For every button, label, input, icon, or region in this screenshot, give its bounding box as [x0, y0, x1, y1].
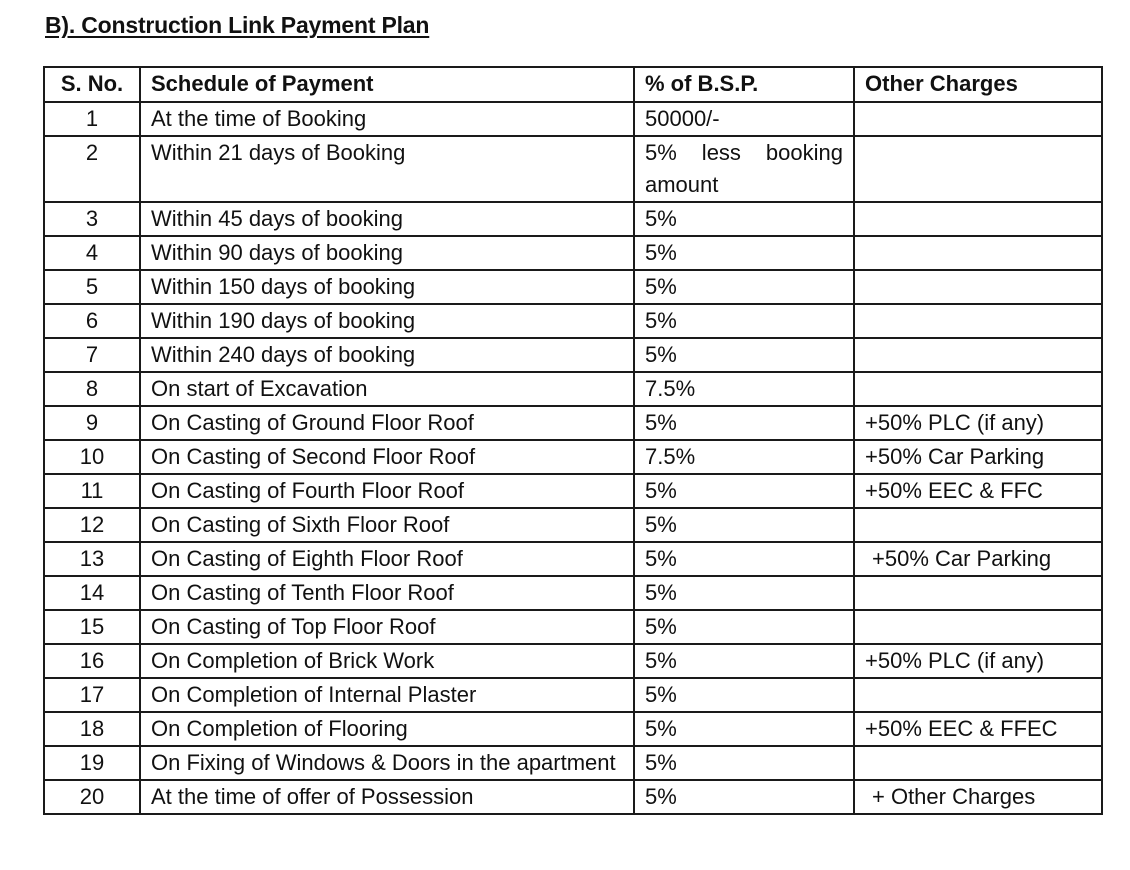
header-sno: S. No. — [44, 67, 140, 102]
row-sno: 4 — [44, 236, 140, 270]
row-sno: 12 — [44, 508, 140, 542]
row-schedule: On Casting of Top Floor Roof — [140, 610, 634, 644]
row-other-charges — [854, 236, 1102, 270]
row-sno: 20 — [44, 780, 140, 814]
row-schedule: On Casting of Sixth Floor Roof — [140, 508, 634, 542]
row-sno: 2 — [44, 136, 140, 202]
row-bsp: 7.5% — [634, 372, 854, 406]
table-row — [44, 542, 1102, 576]
row-other-charges — [854, 270, 1102, 304]
table-row — [44, 474, 1102, 508]
row-sno: 14 — [44, 576, 140, 610]
row-other-charges: +50% PLC (if any) — [854, 406, 1102, 440]
row-schedule: At the time of Booking — [140, 102, 634, 136]
row-bsp: 5% — [634, 542, 854, 576]
row-sno: 17 — [44, 678, 140, 712]
row-schedule: On Completion of Flooring — [140, 712, 634, 746]
row-bsp: 5% — [634, 644, 854, 678]
row-other-charges: +50% PLC (if any) — [854, 644, 1102, 678]
table-row — [44, 678, 1102, 712]
row-bsp: 5% — [634, 576, 854, 610]
row-bsp: 5% — [634, 746, 854, 780]
table-row — [44, 270, 1102, 304]
row-other-charges — [854, 610, 1102, 644]
row-other-charges — [854, 202, 1102, 236]
row-other-charges — [854, 678, 1102, 712]
table-row — [44, 136, 1102, 202]
header-bsp: % of B.S.P. — [634, 67, 854, 102]
row-bsp: 5% — [634, 508, 854, 542]
header-other-charges: Other Charges — [854, 67, 1102, 102]
row-sno: 8 — [44, 372, 140, 406]
row-bsp: 5% — [634, 338, 854, 372]
row-other-charges — [854, 746, 1102, 780]
row-other-charges — [854, 338, 1102, 372]
row-sno: 5 — [44, 270, 140, 304]
row-bsp: 5% — [634, 610, 854, 644]
row-schedule: Within 190 days of booking — [140, 304, 634, 338]
row-other-charges: +50% EEC & FFC — [854, 474, 1102, 508]
row-schedule: Within 45 days of booking — [140, 202, 634, 236]
table-row — [44, 746, 1102, 780]
row-other-charges — [854, 576, 1102, 610]
row-schedule: On start of Excavation — [140, 372, 634, 406]
row-bsp: 5% — [634, 270, 854, 304]
row-schedule: Within 240 days of booking — [140, 338, 634, 372]
row-other-charges — [854, 508, 1102, 542]
row-sno: 15 — [44, 610, 140, 644]
row-schedule: On Casting of Eighth Floor Roof — [140, 542, 634, 576]
row-schedule: At the time of offer of Possession — [140, 780, 634, 814]
row-schedule: On Completion of Internal Plaster — [140, 678, 634, 712]
row-bsp: 5% — [634, 202, 854, 236]
row-other-charges — [854, 372, 1102, 406]
table-row — [44, 576, 1102, 610]
row-schedule: On Casting of Ground Floor Roof — [140, 406, 634, 440]
table-row — [44, 440, 1102, 474]
row-sno: 10 — [44, 440, 140, 474]
row-schedule: On Casting of Tenth Floor Roof — [140, 576, 634, 610]
table-row — [44, 780, 1102, 814]
table-header-row — [44, 67, 1102, 102]
row-sno: 11 — [44, 474, 140, 508]
row-other-charges — [854, 136, 1102, 202]
row-other-charges — [854, 102, 1102, 136]
row-sno: 13 — [44, 542, 140, 576]
row-other-charges: +50% Car Parking — [854, 440, 1102, 474]
row-schedule: On Casting of Fourth Floor Roof — [140, 474, 634, 508]
row-bsp: 5% — [634, 780, 854, 814]
table-row — [44, 372, 1102, 406]
row-schedule: On Completion of Brick Work — [140, 644, 634, 678]
table-row — [44, 406, 1102, 440]
row-other-charges: +50% EEC & FFEC — [854, 712, 1102, 746]
table-row — [44, 644, 1102, 678]
row-bsp: 7.5% — [634, 440, 854, 474]
row-other-charges: +50% Car Parking — [854, 542, 1102, 576]
page-title: B). Construction Link Payment Plan — [45, 12, 430, 38]
row-sno: 18 — [44, 712, 140, 746]
row-bsp: 5% — [634, 474, 854, 508]
row-other-charges — [854, 304, 1102, 338]
table-row — [44, 712, 1102, 746]
row-schedule: Within 90 days of booking — [140, 236, 634, 270]
row-bsp: 5% less booking amount — [634, 136, 854, 202]
row-other-charges: + Other Charges — [854, 780, 1102, 814]
row-bsp: 5% — [634, 304, 854, 338]
row-sno: 19 — [44, 746, 140, 780]
row-bsp: 5% — [634, 712, 854, 746]
row-schedule: Within 150 days of booking — [140, 270, 634, 304]
row-bsp: 5% — [634, 678, 854, 712]
row-schedule: On Casting of Second Floor Roof — [140, 440, 634, 474]
header-schedule: Schedule of Payment — [140, 67, 634, 102]
row-bsp: 5% — [634, 406, 854, 440]
row-schedule: On Fixing of Windows & Doors in the apartment — [140, 746, 634, 780]
row-sno: 6 — [44, 304, 140, 338]
table-row — [44, 338, 1102, 372]
table-row — [44, 202, 1102, 236]
table-row — [44, 508, 1102, 542]
table-row — [44, 236, 1102, 270]
row-bsp: 5% — [634, 236, 854, 270]
payment-plan-table — [43, 66, 1103, 815]
row-sno: 1 — [44, 102, 140, 136]
row-schedule: Within 21 days of Booking — [140, 136, 634, 202]
row-sno: 3 — [44, 202, 140, 236]
row-sno: 7 — [44, 338, 140, 372]
row-sno: 16 — [44, 644, 140, 678]
table-row — [44, 610, 1102, 644]
row-sno: 9 — [44, 406, 140, 440]
row-bsp: 50000/- — [634, 102, 854, 136]
table-row — [44, 304, 1102, 338]
table-row — [44, 102, 1102, 136]
